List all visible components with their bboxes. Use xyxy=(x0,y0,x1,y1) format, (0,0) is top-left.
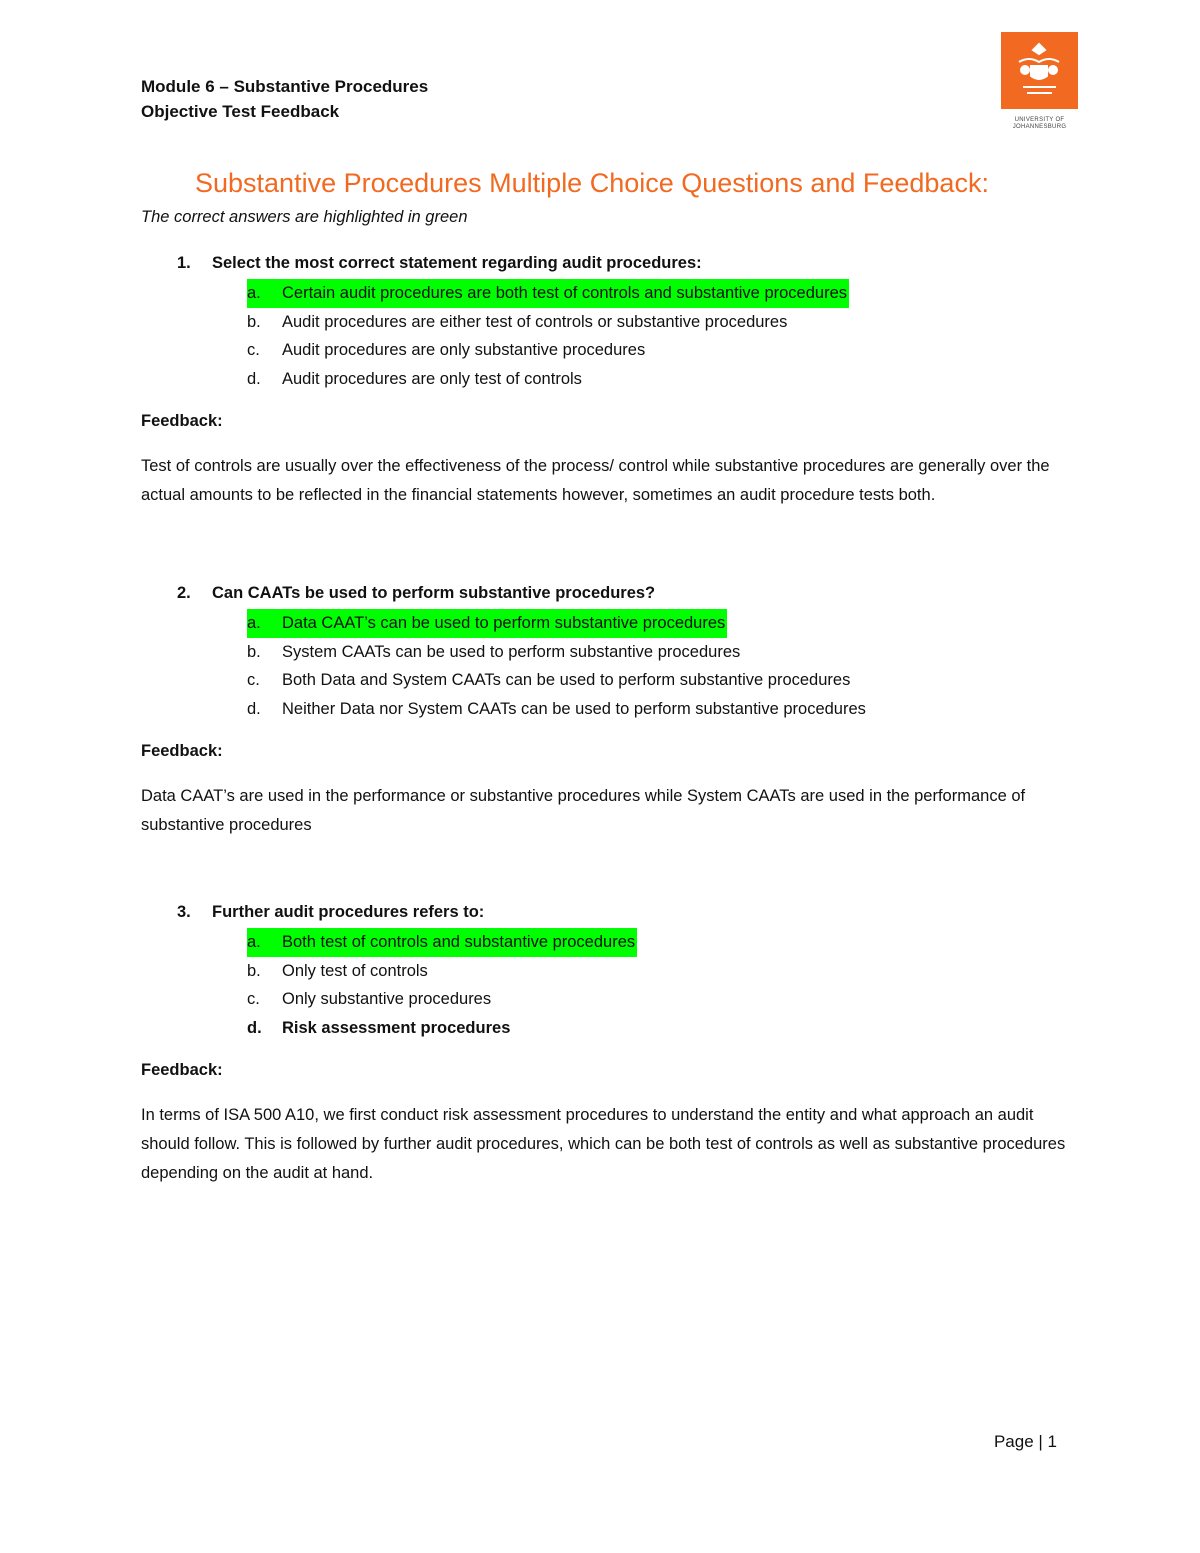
feedback-text: In terms of ISA 500 A10, we first conduct risk assessment procedures to understand the entity and what approach an audit should follow. This is followed by further audit procedures, which can be both test of controls as well as substantive procedures depending on the audit at hand. xyxy=(141,1106,1066,1182)
options-list-3 xyxy=(247,928,637,1042)
option: d. Risk assessment procedures xyxy=(247,1018,511,1037)
option: b. Only test of controls xyxy=(247,961,428,980)
question-number: 2. xyxy=(177,584,191,602)
feedback-text: Data CAAT’s are used in the performance or substantive procedures while System CAATs are used in the performance of substantive procedures xyxy=(141,787,1026,834)
question-1 xyxy=(141,254,702,273)
module-title: Module 6 – Substantive Procedures xyxy=(141,77,429,96)
question-text: Select the most correct statement regarding audit procedures: xyxy=(212,254,702,272)
logo-caption: UNIVERSITY OF JOHANNESBURG xyxy=(1012,117,1067,130)
university-crest-icon xyxy=(1001,32,1078,109)
option: c. Only substantive procedures xyxy=(247,990,492,1008)
feedback-label: Feedback: xyxy=(141,1061,223,1079)
question-2 xyxy=(141,584,655,603)
page-title: Substantive Procedures Multiple Choice Questions and Feedback: xyxy=(195,168,989,198)
option-correct: a. Certain audit procedures are both test of controls and substantive procedures xyxy=(247,279,849,308)
option: c. Audit procedures are only substantive procedures xyxy=(247,341,646,359)
option: c. Both Data and System CAATs can be used to perform substantive procedures xyxy=(247,671,851,689)
option: b. System CAATs can be used to perform substantive procedures xyxy=(247,642,741,661)
question-number: 1. xyxy=(177,254,191,272)
option: b. Audit procedures are either test of controls or substantive procedures xyxy=(247,312,788,331)
question-text: Further audit procedures refers to: xyxy=(212,903,485,921)
option: d. Neither Data nor System CAATs can be used to perform substantive procedures xyxy=(247,699,866,718)
document-header xyxy=(141,74,428,124)
question-text: Can CAATs be used to perform substantive procedures? xyxy=(212,584,656,602)
option: d. Audit procedures are only test of controls xyxy=(247,369,582,388)
document-subtitle: Objective Test Feedback xyxy=(141,102,340,121)
options-list-1 xyxy=(247,279,849,393)
question-number: 3. xyxy=(177,903,191,921)
options-list-2 xyxy=(247,609,866,723)
option-correct: a. Data CAAT’s can be used to perform substantive procedures xyxy=(247,609,727,638)
feedback-label: Feedback: xyxy=(141,412,223,430)
question-3 xyxy=(141,903,484,922)
option-correct: a. Both test of controls and substantive procedures xyxy=(247,928,637,957)
answer-note: The correct answers are highlighted in green xyxy=(141,208,468,226)
feedback-label: Feedback: xyxy=(141,742,223,760)
page-number: Page | 1 xyxy=(993,1432,1057,1451)
feedback-text: Test of controls are usually over the effectiveness of the process/ control while substantive procedures are generally over the actual amounts to be reflected in the financial statements however, sometimes an audit procedure tests both. xyxy=(141,457,1050,504)
